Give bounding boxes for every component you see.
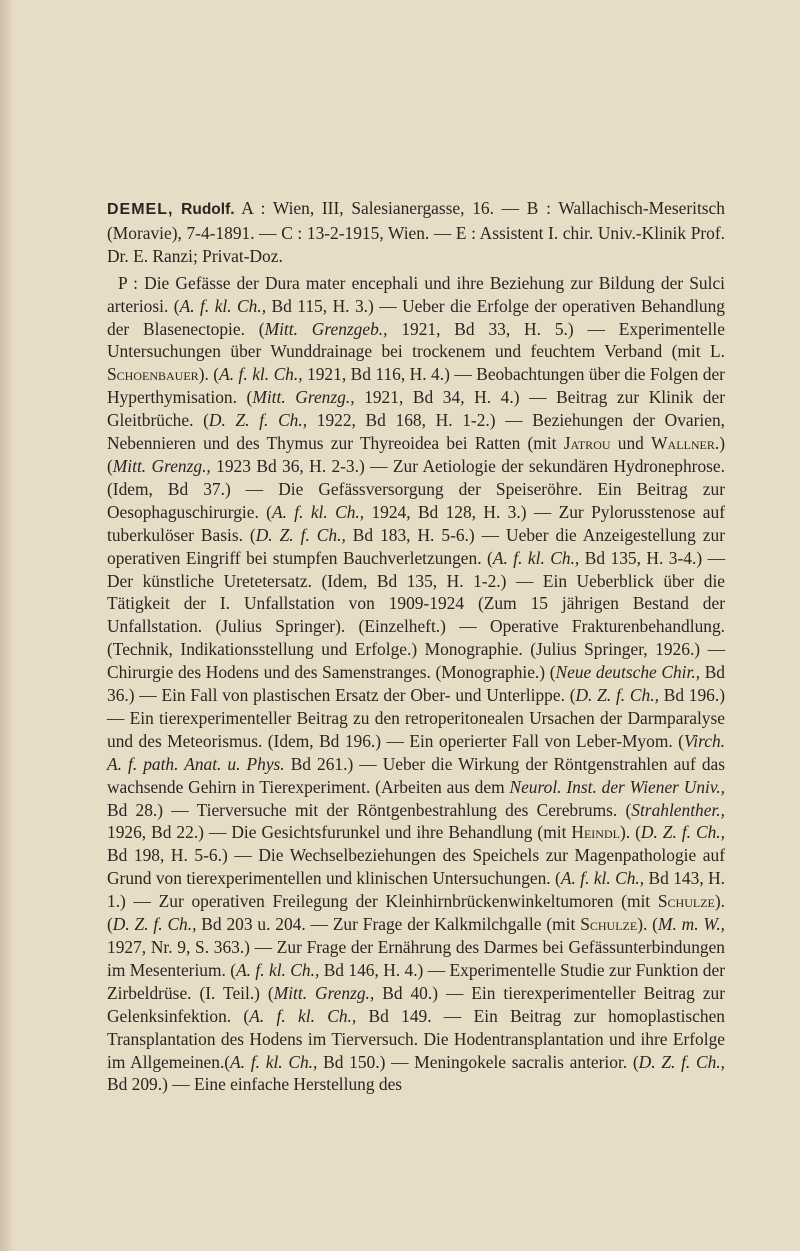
biography-entry	[107, 197, 725, 1096]
journal-title: A. f. kl. Ch.,	[249, 1005, 357, 1026]
body-text: Bd 135, H. 3-4.) — Der künstliche Uretetersatz. (Idem, Bd 135, H. 1-2.) — Ein Ueberblick über die Tätigkeit der I. Unfallstation von 1909-1924 (Zum 15 jährigen Bestand der Unfallstation. (Julius Springer). (Einzelheft.) — Operative Frakturenbehandlung. (Technik, Indikationsstellung und Erfolge.) Monographie. (Julius Springer, 1926.) — Chirurgie des Hodens und des Samenstranges. (Monographie.) (	[107, 547, 725, 683]
entry-heading	[107, 197, 725, 268]
body-text: P : Die Gefässe der Dura mater encephali und ihre Beziehung zur Bildung der Sulci arteriosi. (	[107, 272, 725, 316]
journal-title: D. Z. f. Ch.,	[575, 685, 659, 706]
body-text: Bd 209.) — Eine einfache Herstellung des	[107, 1074, 403, 1095]
body-text: 1922, Bd 168, H. 1-2.) — Beziehungen der Ovarien, Nebennieren und des Thymus zur Thyreoidea bei Ratten (mit	[107, 410, 726, 454]
body-text: Bd 196.) — Ein tierexperimenteller Beitrag zu den retroperitonealen Ursachen der Darmparalyse und des Meteorismus. (Idem, Bd 196.) — Ein operierter Fall von Leber-Myom. (	[107, 685, 726, 751]
body-text: ). (	[107, 891, 725, 935]
body-text: Bd 28.) — Tierversuche mit der Röntgenbestrahlung des Cerebrums. (	[107, 799, 632, 820]
body-text: 1927, Nr. 9, S. 363.) — Zur Frage der Ernährung des Darmes bei Gefässunterbindungen im Mesenterium. (	[107, 937, 725, 980]
body-text: .) (	[107, 433, 726, 476]
journal-title: M. m. W.,	[657, 914, 726, 935]
journal-title: Strahlenther.,	[631, 799, 725, 820]
coauthor-name: Wallner	[651, 433, 715, 454]
coauthor-name: Heindl	[571, 822, 620, 843]
journal-title: Virch. A. f. path. Anat. u. Phys.	[107, 730, 725, 774]
journal-title: D. Z. f. Ch.,	[112, 914, 197, 935]
journal-title: A. f. kl. Ch.,	[492, 547, 580, 568]
journal-title: Neurol. Inst. der Wiener Univ.,	[509, 776, 726, 797]
body-text: Bd 203 u. 204. — Zur Frage der Kalkmilchgalle (mit	[196, 914, 581, 935]
journal-title: A. f. kl. Ch.,	[219, 364, 303, 385]
body-text: ). (	[619, 822, 641, 843]
journal-title: A. f. kl. Ch.,	[230, 1051, 318, 1072]
coauthor-name: Schulze	[580, 914, 638, 935]
journal-title: A. f. kl. Ch.,	[560, 868, 645, 889]
journal-title: Mitt. Grenzg.,	[273, 982, 375, 1003]
body-text: Bd 143, H. 1.) — Zur operativen Freilegung der Kleinhirnbrückenwinkeltumoren (mit	[107, 868, 725, 912]
body-text: 1921, Bd 116, H. 4.) — Beobachtungen über die Folgen der Hyperthymisation. (	[107, 364, 725, 408]
body-text: ). (	[198, 364, 220, 385]
body-text: Bd 149. — Ein Beitrag zur homoplastischen Transplantation des Hodens im Tierversuch. Die Hodentransplantation und ihre Erfolge im Allgemeinen.(	[107, 1005, 725, 1072]
body-text: Bd 150.) — Meningokele sacralis anterior. (	[317, 1051, 639, 1072]
body-text: 1921, Bd 34, H. 4.) — Beitrag zur Klinik der Gleitbrüche. (	[107, 387, 726, 431]
journal-title: A. f. kl. Ch.,	[271, 501, 365, 522]
journal-title: D. Z. f. Ch.,	[638, 1051, 725, 1072]
journal-title: Mitt. Grenzgeb.,	[264, 318, 388, 339]
body-text: Bd 40.) — Ein tierexperimenteller Beitrag zur Gelenksinfektion. (	[107, 982, 726, 1026]
body-text: Bd 36.) — Ein Fall von plastischen Ersatz der Ober- und Unterlippe. (	[107, 662, 725, 706]
journal-title: Mitt. Grenzg.,	[112, 455, 211, 476]
body-text: Bd 261.) — Ueber die Wirkung der Röntgenstrahlen auf das wachsende Gehirn in Tierexperiment. (Arbeiten aus dem	[107, 753, 725, 797]
entry-surname: DEMEL,	[107, 201, 174, 218]
body-text: 1921, Bd 33, H. 5.) — Experimentelle Untersuchungen über Wunddrainage bei trockenem und feuchtem Verband (mit L.	[107, 318, 725, 362]
page-edge-shadow	[0, 0, 14, 1251]
body-text: Bd 115, H. 3.) — Ueber die Erfolge der operativen Behandlung der Blasenectopie. (	[107, 295, 725, 339]
coauthor-name: Jatrou	[563, 433, 611, 454]
body-text: Bd 183, H. 5-6.) — Ueber die Anzeigestellung zur operativen Eingriff bei stumpfen Bauchverletzungen. (	[107, 524, 725, 568]
body-text: 1923 Bd 36, H. 2-3.) — Zur Aetiologie der sekundären Hydronephrose. (Idem, Bd 37.) — Die Gefässversorgung der Speiseröhre. Ein Beitrag zur Oesophaguschirurgie. (	[107, 455, 725, 522]
body-text: 1924, Bd 128, H. 3.) — Zur Pylorusstenose auf tuberkulöser Basis. (	[107, 501, 725, 545]
journal-title: D. Z. f. Ch.,	[255, 524, 346, 545]
body-text: 1926, Bd 22.) — Die Gesichtsfurunkel und ihre Behandlung (mit	[107, 822, 572, 843]
entry-given-name: Rudolf.	[181, 201, 235, 218]
body-text: und	[610, 433, 652, 454]
journal-title: D. Z. f. Ch.,	[208, 410, 308, 431]
journal-title: A. f. kl. Ch.,	[236, 959, 320, 980]
coauthor-name: Schoenbauer	[107, 364, 199, 385]
journal-title: D. Z. f. Ch.,	[640, 822, 726, 843]
journal-title: Neue deutsche Chir.,	[555, 662, 701, 683]
publication-list	[107, 272, 725, 1097]
coauthor-name: Schulze	[657, 891, 715, 912]
journal-title: Mitt. Grenzg.,	[252, 387, 355, 408]
body-text: ). (	[637, 914, 658, 935]
entry-head-details: A : Wien, III, Salesianergasse, 16. — B : Wallachisch-Meseritsch (Moravie), 7-4-1891. — C : 13-2-1915, Wien. — E : Assistent I. chir. Univ.-Klinik Prof. Dr. E. Ranzi; Privat-Doz.	[107, 198, 725, 266]
body-text: Bd 146, H. 4.) — Experimentelle Studie zur Funktion der Zirbeldrüse. (I. Teil.) (	[107, 959, 726, 1003]
journal-title: A. f. kl. Ch.,	[179, 295, 267, 316]
body-text: Bd 198, H. 5-6.) — Die Wechselbeziehungen des Speichels zur Magenpathologie auf Grund von tierexperimentellen und klinischen Untersuchungen. (	[107, 845, 725, 889]
